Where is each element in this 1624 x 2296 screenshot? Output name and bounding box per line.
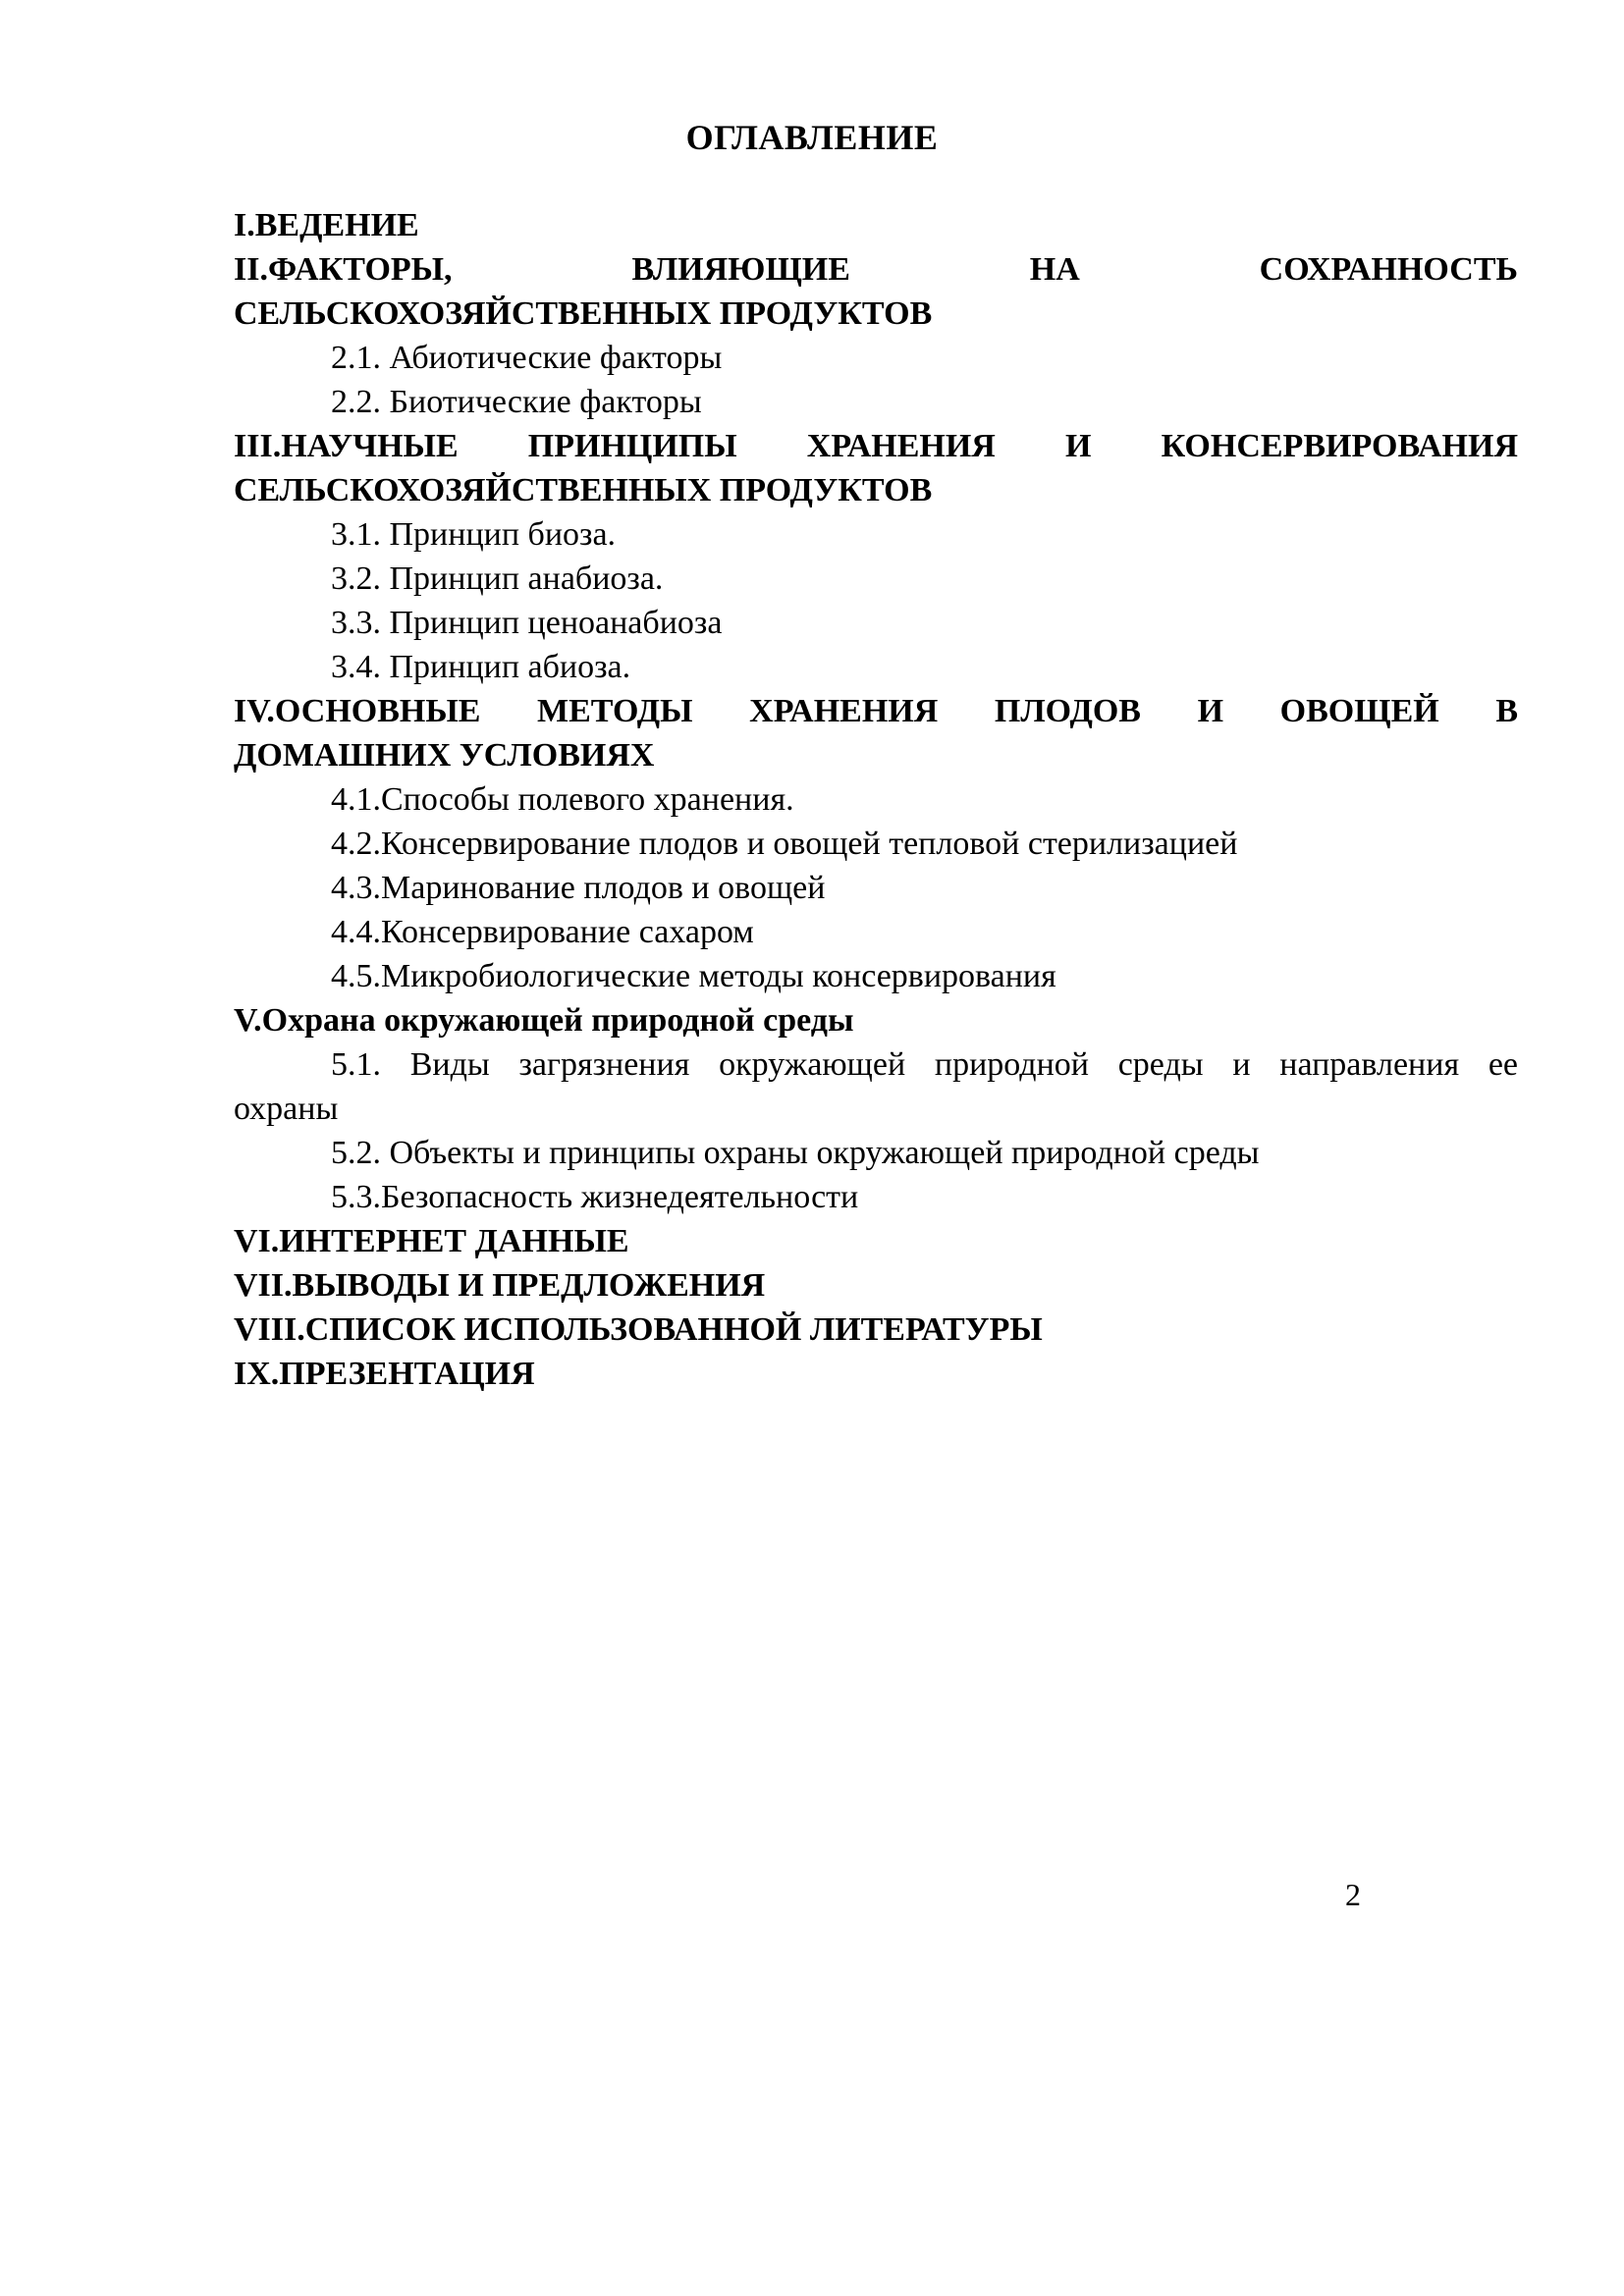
toc-section-7[interactable]: VII.ВЫВОДЫ И ПРЕДЛОЖЕНИЯ (234, 1267, 766, 1304)
toc-section-3-line-2[interactable]: СЕЛЬСКОХОЗЯЙСТВЕННЫХ ПРОДУКТОВ (234, 472, 933, 508)
toc-subsection-2-2[interactable]: 2.2. Биотические факторы (331, 384, 702, 420)
toc-subsection-3-3[interactable]: 3.3. Принцип ценоанабиоза (331, 605, 723, 641)
toc-subsection-3-1[interactable]: 3.1. Принцип биоза. (331, 516, 617, 553)
toc-section-2-line-2[interactable]: СЕЛЬСКОХОЗЯЙСТВЕННЫХ ПРОДУКТОВ (234, 295, 933, 332)
toc-subsection-4-4[interactable]: 4.4.Консервирование сахаром (331, 914, 754, 950)
toc-subsection-5-2[interactable]: 5.2. Объекты и принципы охраны окружающей природной среды (331, 1135, 1260, 1171)
toc-section-3-line-1[interactable]: III.НАУЧНЫЕ ПРИНЦИПЫ ХРАНЕНИЯ И КОНСЕРВИРОВАНИЯ (234, 428, 1518, 464)
toc-section-9[interactable]: IX.ПРЕЗЕНТАЦИЯ (234, 1356, 535, 1392)
toc-section-6[interactable]: VI.ИНТЕРНЕТ ДАННЫЕ (234, 1223, 629, 1259)
toc-subsection-4-2[interactable]: 4.2.Консервирование плодов и овощей тепловой стерилизацией (331, 826, 1238, 862)
toc-subsection-2-1[interactable]: 2.1. Абиотические факторы (331, 340, 723, 376)
toc-section-5[interactable]: V.Охрана окружающей природной среды (234, 1002, 854, 1039)
toc-subsection-3-2[interactable]: 3.2. Принцип анабиоза. (331, 561, 664, 597)
toc-subsection-4-1[interactable]: 4.1.Способы полевого хранения. (331, 781, 794, 818)
toc-section-4-line-2[interactable]: ДОМАШНИХ УСЛОВИЯХ (234, 737, 655, 774)
toc-section-8[interactable]: VIII.СПИСОК ИСПОЛЬЗОВАННОЙ ЛИТЕРАТУРЫ (234, 1311, 1043, 1348)
toc-section-2-line-1[interactable]: II.ФАКТОРЫ, ВЛИЯЮЩИЕ НА СОХРАННОСТЬ (234, 251, 1518, 288)
toc-title: ОГЛАВЛЕНИЕ (685, 118, 939, 157)
toc-section-1[interactable]: I.ВЕДЕНИЕ (234, 207, 419, 243)
toc-subsection-4-3[interactable]: 4.3.Маринование плодов и овощей (331, 870, 826, 906)
toc-subsection-5-1-line-2[interactable]: охраны (234, 1091, 339, 1127)
toc-subsection-5-1-line-1[interactable]: 5.1. Виды загрязнения окружающей природной среды и направления ее (331, 1046, 1518, 1083)
toc-subsection-3-4[interactable]: 3.4. Принцип абиоза. (331, 649, 631, 685)
page-number: 2 (1345, 1877, 1361, 1912)
table-of-contents (234, 203, 1518, 1396)
toc-subsection-5-3[interactable]: 5.3.Безопасность жизнедеятельности (331, 1179, 859, 1215)
toc-subsection-4-5[interactable]: 4.5.Микробиологические методы консервирования (331, 958, 1056, 994)
toc-section-4-line-1[interactable]: IV.ОСНОВНЫЕ МЕТОДЫ ХРАНЕНИЯ ПЛОДОВ И ОВОЩЕЙ В (234, 693, 1518, 729)
